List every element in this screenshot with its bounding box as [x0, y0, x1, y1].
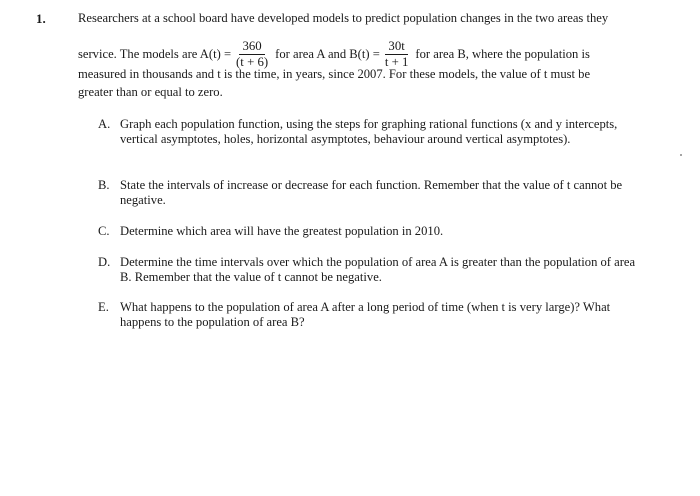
part-d	[98, 255, 638, 285]
part-b-text: State the intervals of increase or decrease for each function. Remember that the value of t cannot be negative.	[120, 178, 623, 208]
fraction-a-numerator: 360	[239, 40, 264, 55]
scan-speck	[680, 154, 682, 156]
question-line-1: Researchers at a school board have developed models to predict population changes in the two areas they	[78, 11, 609, 25]
question-line-4: greater than or equal to zero.	[78, 85, 223, 99]
part-a-letter: A.	[98, 117, 111, 131]
part-b-letter: B.	[98, 178, 110, 192]
part-b	[98, 178, 638, 208]
fraction-b	[382, 40, 412, 70]
models-prefix: service. The models are A(t) =	[78, 47, 232, 62]
part-c-text: Determine which area will have the greatest population in 2010.	[120, 224, 444, 238]
fraction-b-denominator: t + 1	[384, 55, 409, 70]
part-a	[98, 117, 638, 147]
part-d-text: Determine the time intervals over which the population of area A is greater than the population of area B. Remember that the value of t cannot be negative.	[120, 255, 636, 285]
question-line-2	[78, 40, 590, 70]
part-c-letter: C.	[98, 224, 110, 238]
part-e-letter: E.	[98, 300, 109, 314]
part-a-text: Graph each population function, using the steps for graphing rational functions (x and y intercepts, vertical asymptotes, holes, horizontal asymptotes, behaviour around vertical asymptotes).	[120, 117, 618, 147]
models-middle: for area A and B(t) =	[275, 47, 380, 62]
question-number: 1.	[36, 11, 46, 26]
models-suffix: for area B, where the population is	[415, 47, 590, 62]
part-d-letter: D.	[98, 255, 111, 269]
part-e	[98, 300, 638, 330]
fraction-b-numerator: 30t	[385, 40, 407, 55]
part-c	[98, 224, 638, 239]
part-e-text: What happens to the population of area A after a long period of time (when t is very large)? What happens to the population of area B?	[120, 300, 611, 330]
fraction-a	[233, 40, 271, 70]
question-line-3: measured in thousands and t is the time, in years, since 2007. For these models, the value of t must be	[78, 67, 591, 81]
fraction-a-denominator: (t + 6)	[236, 55, 269, 70]
